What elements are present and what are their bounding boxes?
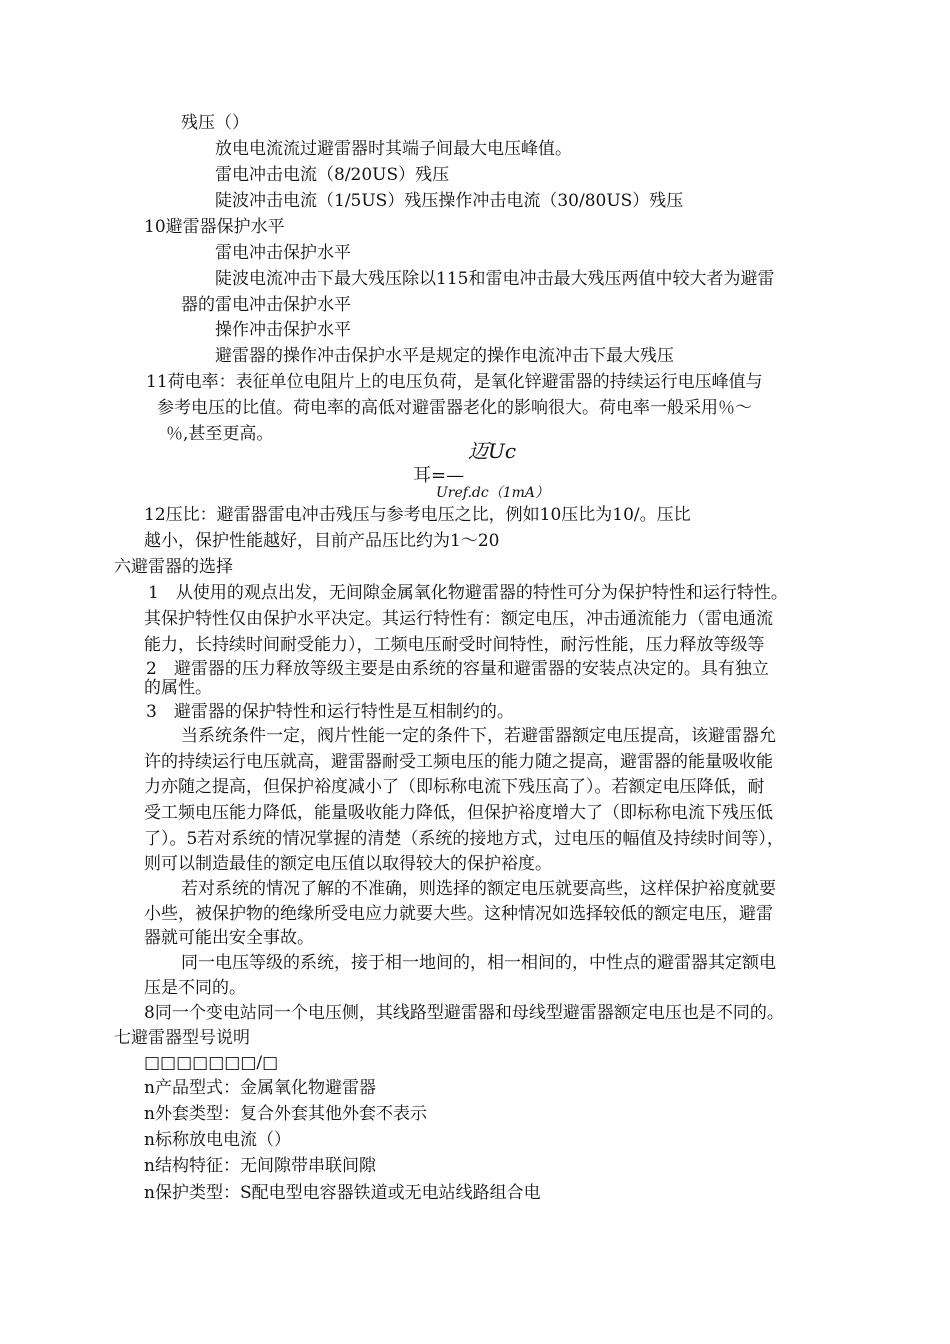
text-line: 其保护特性仅由保护水平决定。其运行特性有：额定电压，冲击通流能力（雷电通流 xyxy=(144,609,773,629)
text-line: 能力，长持续时间耐受能力），工频电压耐受时间特性，耐污性能，压力释放等级等 xyxy=(144,635,765,655)
section-heading: 12压比：避雷器雷电冲击残压与参考电压之比，例如10压比为10/。压比 xyxy=(144,505,691,525)
text-line: 雷电冲击电流（8/20US）残压 xyxy=(215,165,450,185)
text-line: 器就可能出安全事故。 xyxy=(144,928,314,948)
text-line: 避雷器的操作冲击保护水平是规定的操作电流冲击下最大残压 xyxy=(215,346,674,366)
chapter-heading: 六避雷器的选择 xyxy=(114,557,233,577)
list-item: n结构特征：无间隙带串联间隙 xyxy=(144,1156,376,1176)
text-line: 同一电压等级的系统，接于相一地间的，相一相间的，中性点的避雷器其定额电 xyxy=(181,953,776,973)
text-line: 2 避雷器的压力释放等级主要是由系统的容量和避雷器的安装点决定的。具有独立 xyxy=(146,659,769,679)
text-line: ％,甚至更高。 xyxy=(166,424,274,444)
text-line: 1 从使用的观点出发，无间隙金属氧化物避雷器的特性可分为保护特性和运行特性。 xyxy=(148,583,788,603)
formula-numerator: 迈Uc xyxy=(468,439,517,463)
text-line: 则可以制造最佳的额定电压值以取得较大的保护裕度。 xyxy=(144,854,552,874)
text-line: 力亦随之提高，但保护裕度减小了（即标称电流下残压高了）。若额定电压降低，耐 xyxy=(144,777,765,797)
text-line: 8同一个变电站同一个电压侧，其线路型避雷器和母线型避雷器额定电压也是不同的。 xyxy=(144,1003,784,1023)
text-line: 残压（） xyxy=(181,113,249,133)
text-line: 操作冲击保护水平 xyxy=(215,320,351,340)
list-item: n保护类型：S配电型电容器铁道或无电站线路组合电 xyxy=(144,1183,541,1203)
list-item: n外套类型：复合外套其他外套不表示 xyxy=(144,1104,427,1124)
list-item: n标称放电电流（） xyxy=(144,1130,291,1150)
text-line: 当系统条件一定，阀片性能一定的条件下，若避雷器额定电压提高，该避雷器允 xyxy=(181,726,776,746)
text-line: 放电电流流过避雷器时其端子间最大电压峰值。 xyxy=(215,139,572,159)
text-line: 若对系统的情况了解的不准确，则选择的额定电压就要高些，这样保护裕度就要 xyxy=(181,879,776,899)
chapter-heading: 七避雷器型号说明 xyxy=(114,1028,250,1048)
text-line: 了）。5若对系统的情况掌握的清楚（系统的接地方式，过电压的幅值及持续时间等）， xyxy=(144,829,784,849)
text-line: 雷电冲击保护水平 xyxy=(215,243,351,263)
text-line: 器的雷电冲击保护水平 xyxy=(181,295,351,315)
model-code-boxes: □□□□□□□/□ xyxy=(144,1053,279,1073)
text-line: 越小，保护性能越好，目前产品压比约为1～20 xyxy=(144,531,500,551)
text-line: 许的持续运行电压就高，避雷器耐受工频电压的能力随之提高，避雷器的能量吸收能 xyxy=(144,752,773,772)
text-line: 压是不同的。 xyxy=(144,978,246,998)
text-line: 参考电压的比值。荷电率的高低对避雷器老化的影响很大。荷电率一般采用％～ xyxy=(157,398,752,418)
text-line: 小些，被保护物的绝缘所受电应力就要大些。这种情况如选择较低的额定电压，避雷 xyxy=(144,904,773,924)
text-line: 的属性。 xyxy=(144,678,212,698)
text-line: 3 避雷器的保护特性和运行特性是互相制约的。 xyxy=(146,702,514,722)
formula-lhs: 耳=— xyxy=(413,465,465,486)
text-line: 受工频电压能力降低，能量吸收能力降低，但保护裕度增大了（即标称电流下残压低 xyxy=(144,803,773,823)
list-item: n产品型式：金属氧化物避雷器 xyxy=(144,1078,376,1098)
section-heading: 10避雷器保护水平 xyxy=(144,217,285,237)
formula-denominator: Uref.dc（1mA） xyxy=(436,485,550,501)
text-line: 陡波冲击电流（1/5US）残压操作冲击电流（30/80US）残压 xyxy=(215,191,684,211)
section-heading: 11荷电率：表征单位电阻片上的电压负荷，是氧化锌避雷器的持续运行电压峰值与 xyxy=(146,372,763,392)
text-line: 陡波电流冲击下最大残压除以115和雷电冲击最大残压两值中较大者为避雷 xyxy=(215,269,775,289)
